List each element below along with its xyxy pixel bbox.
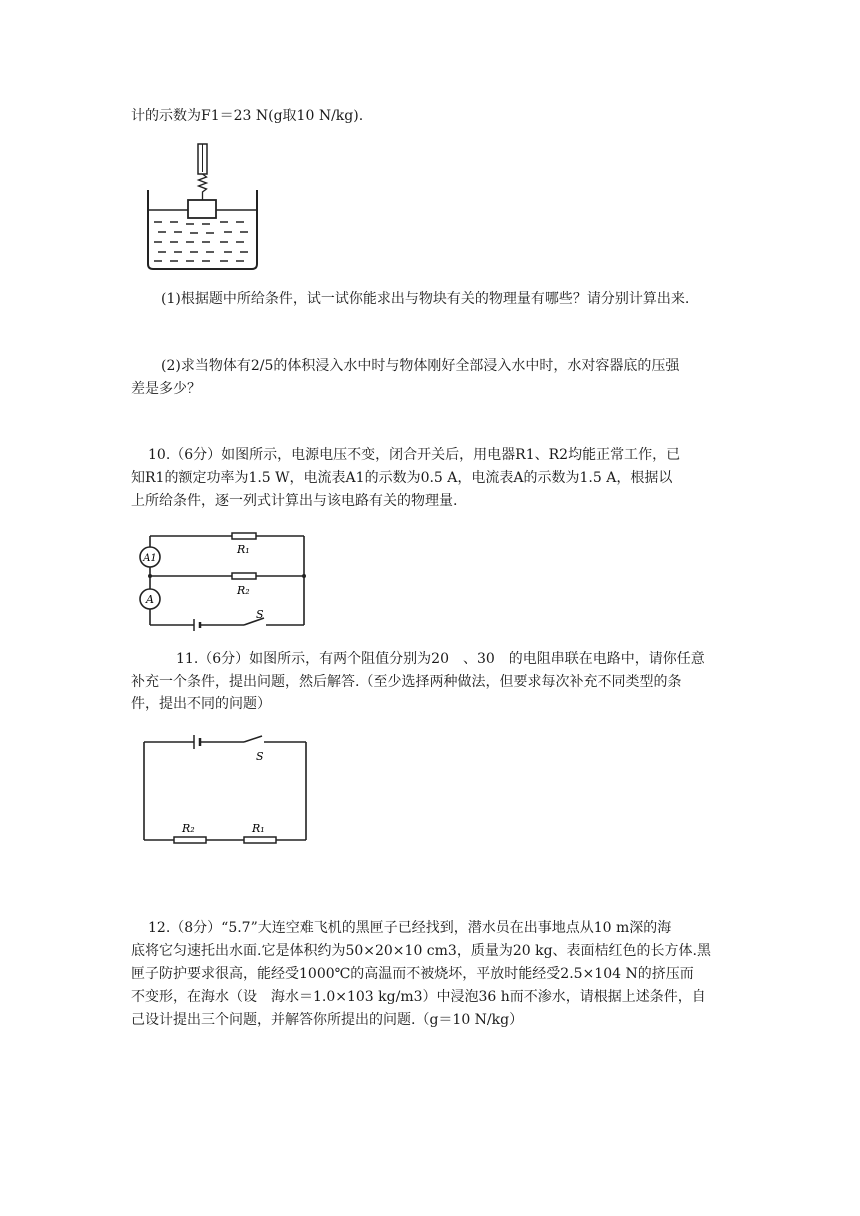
resistor-r2: [232, 573, 256, 579]
problem-10-line-1: 10.（6分）如图所示，电源电压不变，闭合开关后，用电器R1、R2均能正常工作，已: [148, 447, 681, 463]
problem-10-line-2: 知R1的额定功率为1.5 W，电流表A1的示数为0.5 A，电流表A的示数为1.5 A，根据以: [131, 470, 673, 486]
buoyancy-figure: [140, 142, 270, 272]
problem-11-line-1: 11.（6分）如图所示，有两个阻值分别为20 、30 的电阻串联在电路中，请你任意: [176, 651, 705, 667]
problem-12-line-3: 匣子防护要求很高，能经受1000℃的高温而不被烧坏，平放时能经受2.5×104 N的挤压而: [131, 966, 694, 982]
text-line-force-reading: 计的示数为F1＝23 N(g取10 N/kg).: [131, 108, 364, 124]
problem-12-line-1: 12.（8分）“5.7”大连空难飞机的黑匣子已经找到，潜水员在出事地点从10 m深的海: [148, 920, 672, 936]
problem-11-line-3: 件，提出不同的问题）: [131, 696, 271, 712]
ammeter-a-label: A: [146, 593, 154, 606]
problem-12-line-2: 底将它匀速托出水面.它是体积约为50×20×10 cm3，质量为20 kg、表面桔红色的长方体.黑: [131, 943, 711, 959]
problem-12-line-4: 不变形，在海水（设 海水＝1.0×103 kg/m3）中浸泡36 h而不渗水，请根据上述条件，自: [131, 989, 706, 1005]
switch-label: S: [256, 608, 264, 621]
water-hatching: [154, 222, 248, 261]
question-2-line-2: 差是多少？: [131, 381, 201, 397]
problem-10-line-3: 上所给条件，逐一列式计算出与该电路有关的物理量.: [131, 493, 458, 509]
spring-coil: [199, 174, 207, 200]
r1-label: R₁: [252, 822, 265, 835]
r1-label: R₁: [237, 543, 250, 556]
r2-label: R₂: [237, 584, 250, 597]
block: [188, 200, 216, 218]
question-1: (1)根据题中所给条件，试一试你能求出与物块有关的物理量有哪些？请分别计算出来.: [161, 291, 690, 307]
question-2-line-1: (2)求当物体有2/5的体积浸入水中时与物体刚好全部浸入水中时，水对容器底的压强: [161, 358, 680, 374]
resistor-r1: [232, 533, 256, 539]
problem-11-line-2: 补充一个条件，提出问题，然后解答.（至少选择两种做法，但要求每次补充不同类型的条: [131, 674, 682, 690]
problem-12-line-5: 己设计提出三个问题，并解答你所提出的问题.（g＝10 N/kg）: [131, 1012, 524, 1028]
switch-label: S: [256, 750, 264, 763]
series-circuit-figure: [136, 730, 316, 852]
resistor-r2: [174, 837, 206, 843]
ammeter-a1-label: A1: [143, 553, 157, 564]
parallel-circuit-figure: [136, 528, 316, 634]
r2-label: R₂: [182, 822, 195, 835]
resistor-r1: [244, 837, 276, 843]
